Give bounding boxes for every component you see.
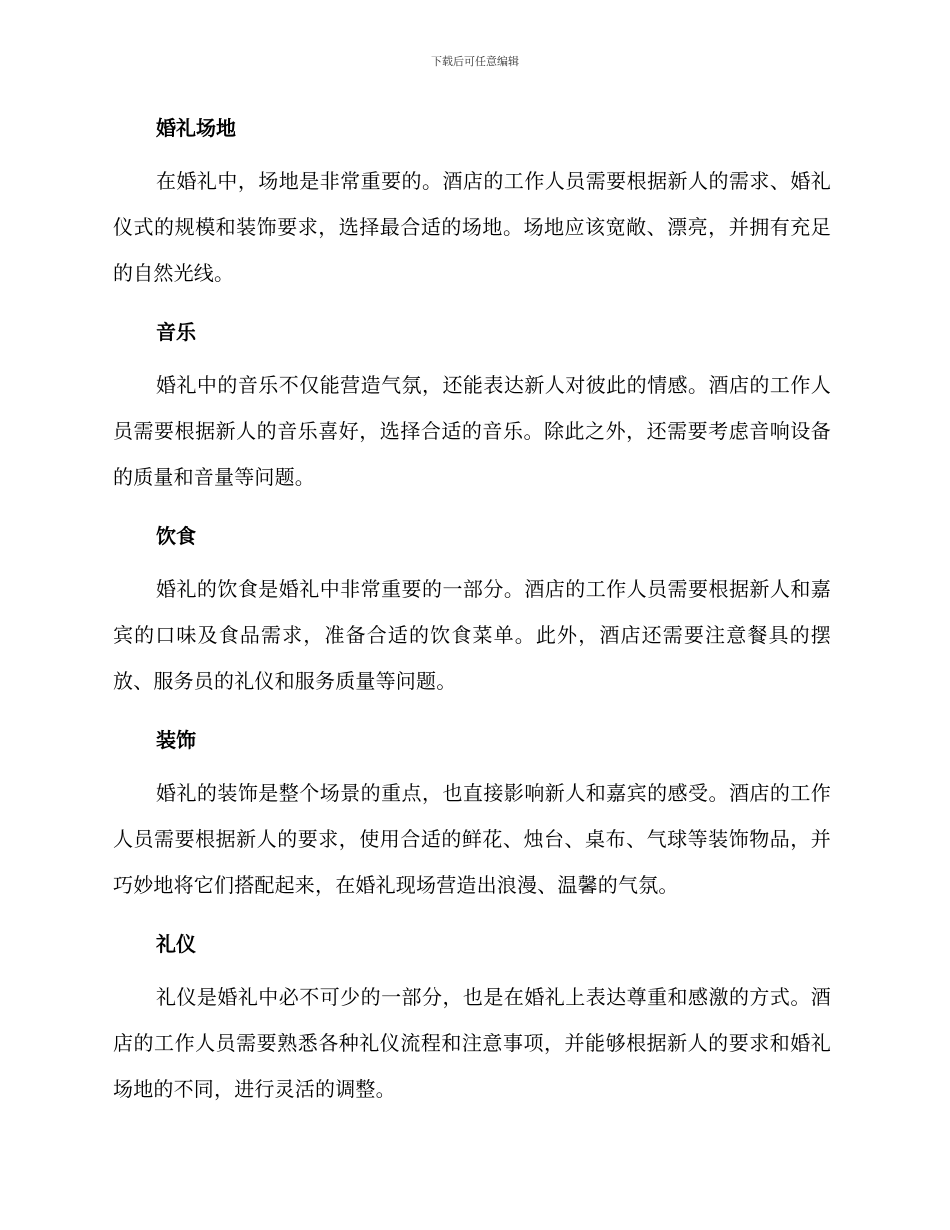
section-heading: 装饰 bbox=[156, 728, 196, 752]
section-music bbox=[113, 310, 831, 500]
section-decoration bbox=[113, 718, 831, 908]
section-paragraph: 婚礼的饮食是婚礼中非常重要的一部分。酒店的工作人员需要根据新人和嘉宾的口味及食品需求，准备合适的饮食菜单。此外，酒店还需要注意餐具的摆放、服务员的礼仪和服务质量等问题。 bbox=[113, 577, 831, 693]
section-paragraph: 婚礼中的音乐不仅能营造气氛，还能表达新人对彼此的情感。酒店的工作人员需要根据新人的音乐喜好，选择合适的音乐。除此之外，还需要考虑音响设备的质量和音量等问题。 bbox=[113, 373, 831, 489]
section-paragraph: 礼仪是婚礼中必不可少的一部分，也是在婚礼上表达尊重和感激的方式。酒店的工作人员需要熟悉各种礼仪流程和注意事项，并能够根据新人的要求和婚礼场地的不同，进行灵活的调整。 bbox=[113, 985, 831, 1101]
section-venue bbox=[113, 106, 831, 296]
section-paragraph: 婚礼的装饰是整个场景的重点，也直接影响新人和嘉宾的感受。酒店的工作人员需要根据新人的要求，使用合适的鲜花、烛台、桌布、气球等装饰物品，并巧妙地将它们搭配起来，在婚礼现场营造出浪漫、温馨的气氛。 bbox=[113, 781, 831, 897]
section-heading: 音乐 bbox=[156, 320, 196, 344]
page-header-note: 下载后可任意编辑 bbox=[431, 55, 519, 68]
section-catering bbox=[113, 514, 831, 704]
section-heading: 礼仪 bbox=[156, 932, 196, 956]
section-paragraph: 在婚礼中，场地是非常重要的。酒店的工作人员需要根据新人的需求、婚礼仪式的规模和装饰要求，选择最合适的场地。场地应该宽敞、漂亮，并拥有充足的自然光线。 bbox=[113, 169, 831, 285]
section-etiquette bbox=[113, 922, 831, 1112]
section-heading: 婚礼场地 bbox=[156, 116, 236, 140]
document-body bbox=[113, 106, 831, 1126]
section-heading: 饮食 bbox=[156, 524, 196, 548]
